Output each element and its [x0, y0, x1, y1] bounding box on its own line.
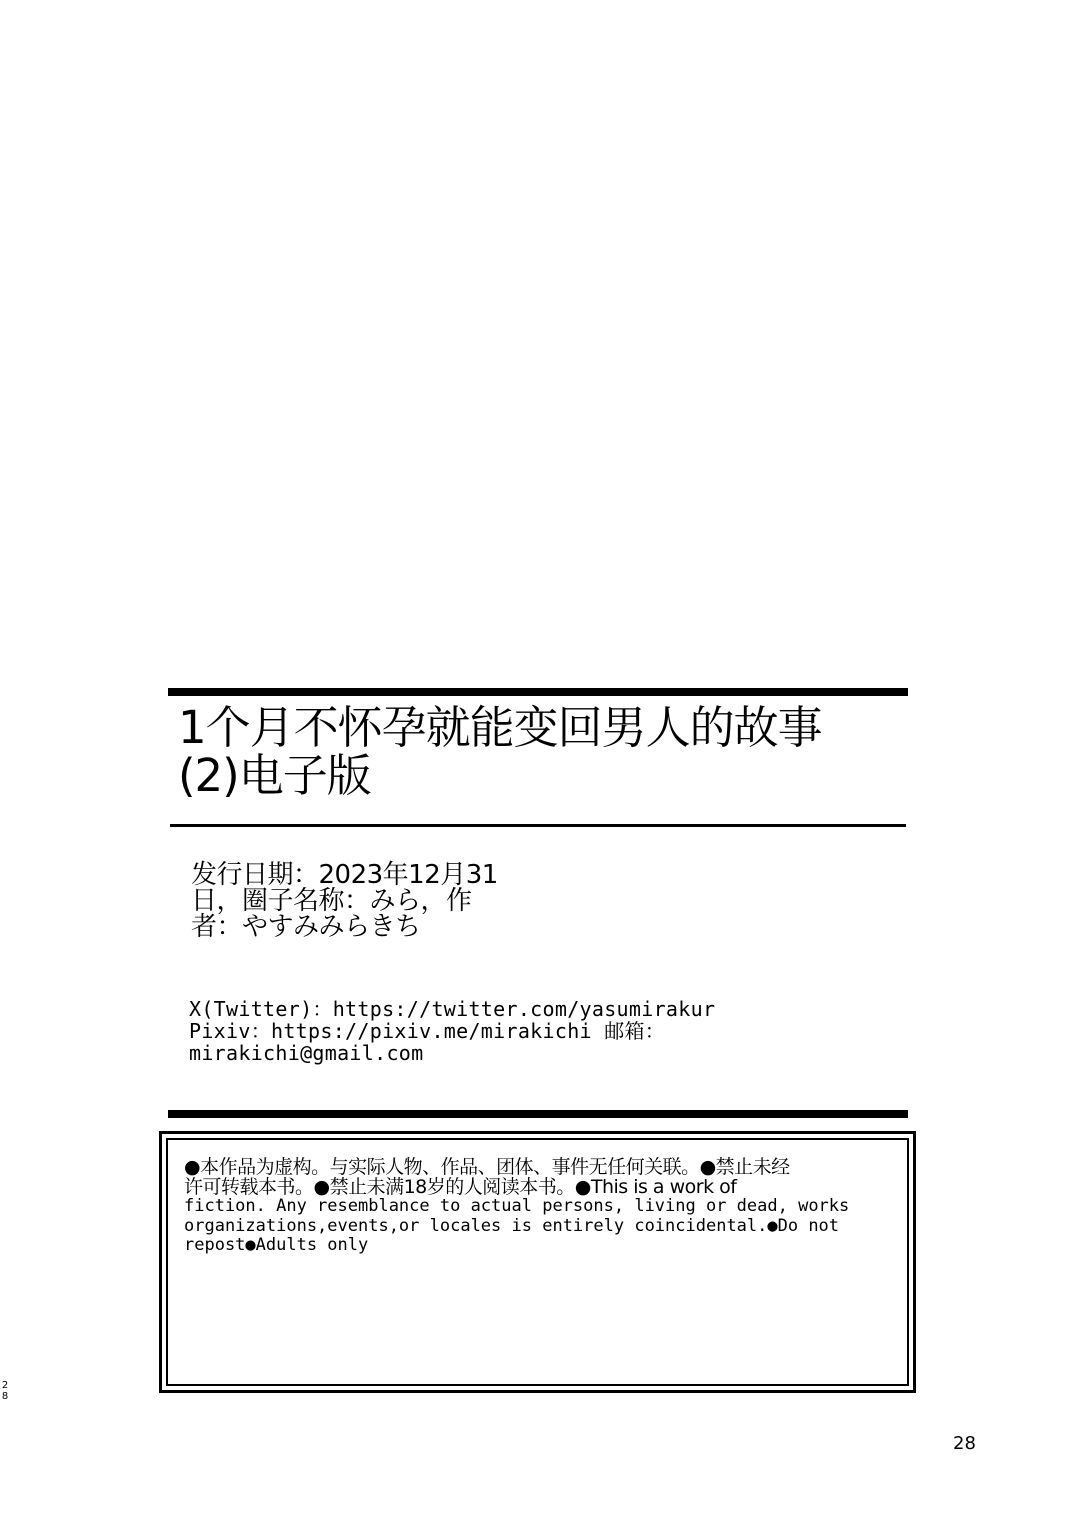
- pixiv-contact: Pixiv：https://pixiv.me/mirakichi 邮箱：: [189, 1019, 666, 1043]
- notice-text: [184, 1158, 884, 1256]
- notice-line-3: fiction. Any resemblance to actual persons, living or dead, works: [184, 1196, 850, 1216]
- top-thick-rule: [168, 688, 908, 696]
- twitter-contact: X(Twitter)：https://twitter.com/yasumirakur: [189, 997, 716, 1021]
- email-contact: mirakichi@gmail.com: [189, 1041, 424, 1065]
- publication-info: [191, 862, 521, 940]
- publication-info-line-1: 发行日期：2023年12月31: [191, 860, 498, 890]
- notice-line-4: organizations,events,or locales is entirely coincidental.●Do not: [184, 1215, 840, 1236]
- book-title-line-2: (2)电子版: [178, 749, 371, 802]
- book-title: [178, 701, 898, 802]
- page-number: 28: [953, 1433, 976, 1454]
- side-page-number-digit-1: 2: [1, 1380, 9, 1391]
- publication-info-line-2: 日，圈子名称：みら，作: [191, 886, 472, 916]
- publication-info-line-3: 者：やすみみらきち: [191, 912, 421, 942]
- side-page-number-digit-2: 8: [1, 1391, 9, 1402]
- author-contacts: [189, 998, 749, 1064]
- book-title-line-1: 1个月不怀孕就能变回男人的故事: [178, 701, 822, 754]
- notice-line-2: 许可转载本书。●禁止未满18岁的人阅读本书。●This is a work of: [184, 1175, 737, 1198]
- title-divider-rule: [170, 824, 906, 827]
- bottom-thick-rule: [168, 1110, 908, 1118]
- side-page-number: [0, 1380, 10, 1402]
- notice-line-5: repost●Adults only: [184, 1235, 369, 1255]
- notice-line-1: ●本作品为虚构。与实际人物、作品、团体、事件无任何关联。●禁止未经: [184, 1156, 790, 1178]
